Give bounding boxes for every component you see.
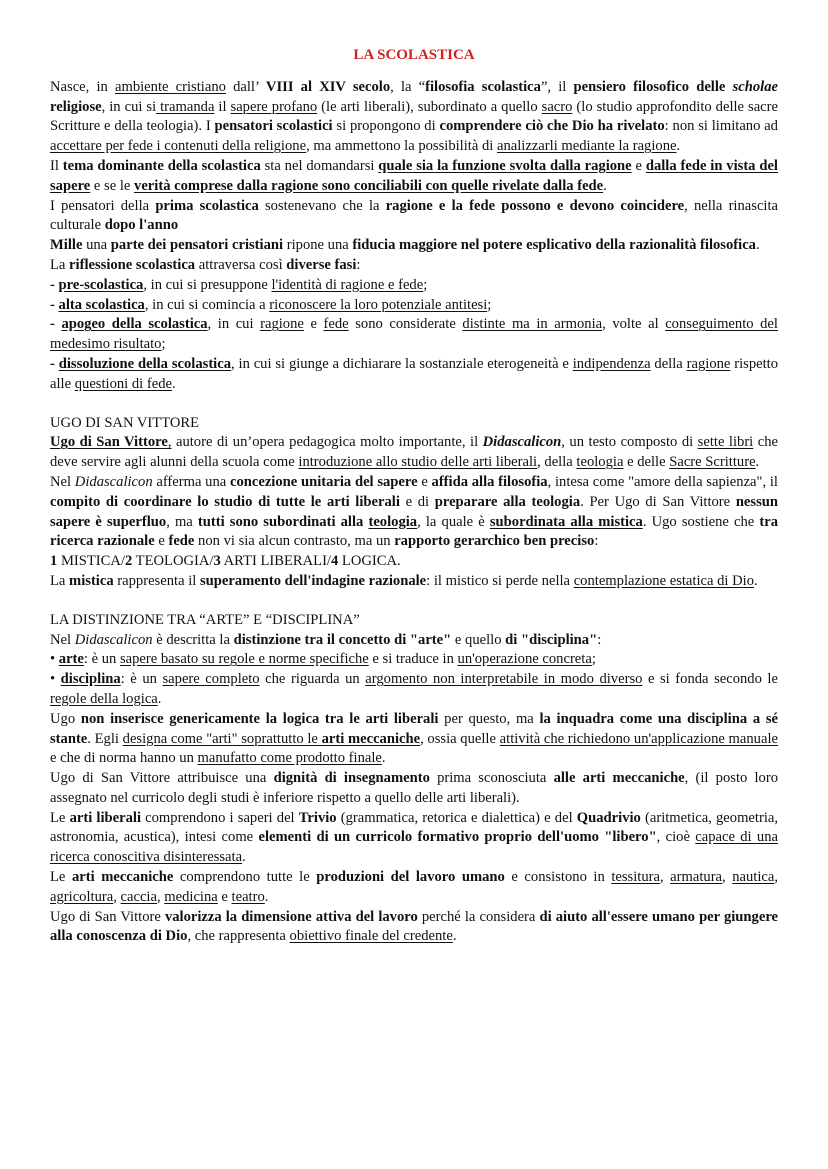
- text-run: :: [356, 256, 361, 273]
- text-run: teatro: [231, 888, 265, 905]
- text-run: che deve servire agli alunni della scuola come: [50, 434, 778, 471]
- text-run: prima scolastica: [155, 197, 259, 214]
- text-run: Ugo di San Vittore: [50, 434, 168, 451]
- text-run: una: [82, 237, 111, 254]
- text-run: dopo l'anno: [104, 217, 179, 234]
- text-run: attraversa così: [195, 256, 287, 273]
- text-run: , la “: [390, 78, 426, 95]
- text-run: , in cui si: [101, 98, 157, 115]
- text-run: attività che richiedono un'applicazione manuale: [499, 730, 778, 747]
- text-run: , in cui: [207, 316, 261, 333]
- paragraph: [50, 157, 778, 197]
- text-run: e consistono in: [504, 869, 612, 886]
- text-run: .: [242, 849, 246, 866]
- paragraph: [50, 631, 778, 651]
- text-run: sono considerate: [348, 316, 463, 333]
- text-run: tutti sono subordinati alla: [197, 513, 369, 530]
- paragraph: [50, 868, 778, 908]
- text-run: , in cui si giunge a dichiarare la sostanziale eterogeneità e: [231, 355, 573, 372]
- text-run: (lo studio approfondito delle sacre Scritture e della teologia). I: [50, 98, 778, 135]
- text-run: ragione: [260, 316, 304, 333]
- text-run: La: [50, 256, 70, 273]
- text-run: argomento non interpretabile in modo diverso: [365, 671, 643, 688]
- text-run: .: [603, 177, 607, 194]
- text-run: tra ricerca razionale: [50, 513, 779, 550]
- text-run: di aiuto all'essere umano per giungere alla conoscenza di Dio: [50, 908, 779, 945]
- text-run: .: [676, 138, 681, 155]
- text-run: produzioni del lavoro umano: [316, 869, 505, 886]
- text-run: caccia: [120, 888, 157, 905]
- text-run: comprendono i saperi del: [141, 809, 299, 826]
- paragraph: [50, 256, 778, 276]
- text-run: ;: [487, 296, 492, 313]
- text-run: rapporto gerarchico ben preciso: [394, 533, 595, 550]
- text-run: ,: [156, 888, 165, 905]
- text-run: dalla fede in vista del sapere: [50, 157, 778, 194]
- text-run: pre-scolastica: [58, 276, 144, 293]
- text-run: .: [452, 928, 457, 945]
- text-run: concezione unitaria del sapere: [229, 473, 418, 490]
- text-run: Trivio: [298, 809, 337, 826]
- text-run: Le: [50, 809, 70, 826]
- text-run: quale sia la funzione svolta dalla ragione: [378, 157, 632, 174]
- text-run: manufatto come prodotto finale: [197, 750, 382, 767]
- text-run: contemplazione estatica di Dio: [573, 572, 755, 589]
- text-run: ARTI LIBERALI/: [220, 553, 331, 570]
- text-run: La: [50, 572, 70, 589]
- text-run: affida alla filosofia: [431, 473, 548, 490]
- text-run: fede: [168, 533, 195, 550]
- text-run: .: [755, 454, 760, 471]
- text-run: e se le: [90, 177, 135, 194]
- text-run: ambiente cristiano: [115, 78, 226, 95]
- paragraph: [50, 809, 778, 868]
- text-run: , ma: [166, 513, 198, 530]
- text-run: Ugo di San Vittore attribuisce una: [50, 770, 274, 787]
- section-heading: UGO DI SAN VITTORE: [50, 414, 200, 431]
- text-run: ragione e la fede possono e devono coincidere: [385, 197, 685, 214]
- text-run: Il: [50, 157, 63, 174]
- text-run: : è un: [83, 651, 120, 668]
- text-run: Le: [50, 869, 72, 886]
- text-run: (aritmetica, geometria, astronomia, acustica), intesi come: [50, 809, 779, 846]
- paragraph: [50, 473, 778, 552]
- text-run: e si traduce in: [368, 651, 458, 668]
- text-run: arti meccaniche: [321, 730, 421, 747]
- text-run: , in cui si comincia a: [144, 296, 270, 313]
- text-run: e di: [399, 493, 435, 510]
- text-run: ,: [659, 869, 671, 886]
- text-run: comprendere ciò che Dio ha rivelato: [439, 118, 665, 135]
- paragraph: [50, 650, 778, 670]
- text-run: .: [264, 888, 269, 905]
- text-run: ”, il: [540, 78, 574, 95]
- text-run: che riguarda un: [259, 671, 366, 688]
- text-run: , (il posto loro assegnato nel curricolo degli studi è inferiore rispetto a quello delle arti liberali).: [50, 770, 778, 806]
- text-run: distinzione tra il concetto di "arte": [233, 631, 452, 648]
- text-run: -: [50, 296, 59, 313]
- text-run: , un testo composto di: [561, 434, 698, 451]
- text-run: pensatori scolastici: [214, 118, 333, 135]
- section-heading: LA DISTINZIONE TRA “ARTE” E “DISCIPLINA”: [50, 611, 360, 628]
- text-run: (le arti liberali), subordinato a quello: [317, 98, 542, 115]
- text-run: della: [650, 355, 687, 372]
- text-run: -: [50, 355, 59, 372]
- text-run: il: [214, 98, 231, 115]
- text-run: ripone una: [283, 237, 353, 254]
- text-run: Mille: [50, 237, 83, 254]
- text-run: preparare alla teologia: [434, 493, 581, 510]
- text-run: sapere basato su regole e norme specifiche: [119, 651, 369, 668]
- text-run: -: [50, 276, 59, 293]
- text-run: e: [154, 533, 169, 550]
- document-body: [50, 78, 778, 947]
- paragraph: [50, 236, 778, 256]
- paragraph: [50, 433, 778, 473]
- text-run: non vi sia alcun contrasto, ma un: [194, 533, 395, 550]
- text-run: . Per Ugo di San Vittore: [580, 493, 736, 510]
- text-run: tessitura: [611, 869, 660, 886]
- paragraph: [50, 670, 778, 710]
- text-run: , volte al: [602, 316, 666, 333]
- text-run: . Egli: [87, 730, 123, 747]
- text-run: . Ugo sostiene che: [642, 513, 760, 530]
- text-run: pensiero filosofico delle: [573, 78, 733, 95]
- text-run: un'operazione concreta: [457, 651, 592, 668]
- text-run: comprendono tutte le: [173, 869, 317, 886]
- text-run: 2: [125, 553, 133, 570]
- text-run: ,: [167, 434, 172, 451]
- text-run: regole della logica: [50, 690, 158, 707]
- text-run: capace di una ricerca conoscitiva disinteressata: [50, 829, 778, 866]
- text-run: .: [381, 750, 386, 767]
- text-run: ,: [774, 869, 779, 886]
- text-run: (grammatica, retorica e dialettica) e del: [336, 809, 577, 826]
- text-run: subordinata alla mistica: [489, 513, 643, 530]
- text-run: disciplina: [60, 671, 121, 688]
- paragraph: [50, 908, 778, 948]
- text-run: autore di un’opera pedagogica molto importante, il: [171, 434, 483, 451]
- text-run: teologia: [368, 513, 418, 530]
- text-run: compito di coordinare lo studio di tutte le arti liberali: [50, 493, 400, 510]
- text-run: , ossia quelle: [420, 730, 500, 747]
- text-run: e che di norma hanno un: [50, 750, 198, 767]
- text-run: verità comprese dalla ragione sono conciliabili con quelle rivelate dalla fede: [134, 177, 604, 194]
- text-run: scholae: [732, 78, 778, 95]
- section: [50, 414, 778, 592]
- text-run: .: [755, 237, 760, 254]
- text-run: fiducia maggiore nel potere esplicativo della razionalità filosofica: [352, 237, 756, 254]
- text-run: afferma una: [152, 473, 230, 490]
- text-run: : non si limitano ad: [664, 118, 778, 135]
- text-run: :: [594, 533, 599, 550]
- text-run: dignità di insegnamento: [273, 770, 430, 787]
- text-run: prima sconosciuta: [429, 770, 554, 787]
- text-run: è descritta la: [152, 631, 234, 648]
- paragraph: [50, 197, 778, 237]
- text-run: -: [50, 316, 62, 333]
- text-run: sette libri: [697, 434, 754, 451]
- text-run: distinte ma in armonia: [462, 316, 603, 333]
- text-run: diverse fasi: [286, 256, 357, 273]
- text-run: l'identità di ragione e fede: [271, 276, 424, 293]
- text-run: ;: [423, 276, 428, 293]
- text-run: 3: [213, 553, 221, 570]
- text-run: per questo, ma: [438, 710, 540, 727]
- text-run: designa come "arti" soprattutto le: [122, 730, 322, 747]
- text-run: , che rappresenta: [187, 928, 290, 945]
- paragraph: [50, 769, 778, 809]
- text-run: Ugo di San Vittore: [50, 908, 165, 925]
- text-run: , nella rinascita culturale: [50, 197, 779, 234]
- paragraph: [50, 552, 778, 572]
- text-run: , la quale è: [417, 513, 490, 530]
- text-run: perché la considera: [417, 908, 540, 925]
- text-run: obiettivo finale del credente: [289, 928, 453, 945]
- text-run: : è un: [120, 671, 163, 688]
- text-run: ;: [161, 336, 166, 353]
- text-run: e delle: [623, 454, 670, 471]
- text-run: nautica: [732, 869, 775, 886]
- text-run: ,: [722, 869, 733, 886]
- text-run: filosofia scolastica: [425, 78, 541, 95]
- text-run: Nasce, in: [50, 78, 115, 95]
- text-run: dall’: [225, 78, 266, 95]
- text-run: I pensatori della: [50, 197, 156, 214]
- text-run: TEOLOGIA/: [132, 553, 214, 570]
- text-run: Sacre Scritture: [669, 454, 756, 471]
- text-run: alle arti meccaniche: [553, 770, 685, 787]
- text-run: indipendenza: [572, 355, 651, 372]
- text-run: e quello: [451, 631, 506, 648]
- text-run: :: [597, 631, 602, 648]
- text-run: sostenevano che la: [258, 197, 386, 214]
- text-run: arte: [58, 651, 84, 668]
- text-run: .: [754, 572, 758, 589]
- text-run: riconoscere la loro potenziale antitesi: [269, 296, 488, 313]
- text-run: conseguimento del medesimo risultato: [50, 316, 778, 353]
- text-run: ragione: [686, 355, 731, 372]
- text-run: ,: [113, 888, 121, 905]
- paragraph: [50, 572, 778, 592]
- text-run: si propongono di: [332, 118, 440, 135]
- text-run: LOGICA.: [338, 553, 401, 570]
- text-run: e: [217, 888, 232, 905]
- paragraph: [50, 296, 778, 316]
- text-run: la inquadra come una disciplina a sé stante: [50, 710, 778, 747]
- text-run: riflessione scolastica: [69, 256, 196, 273]
- paragraph: [50, 276, 778, 296]
- text-run: , intesa come "amore della sapienza", il: [547, 473, 778, 490]
- text-run: medicina: [164, 888, 218, 905]
- text-run: , ma ammettono la possibilità di: [306, 138, 497, 155]
- paragraph: [50, 315, 778, 355]
- text-run: .: [172, 375, 176, 392]
- text-run: e: [303, 316, 324, 333]
- text-run: VIII al XIV secolo: [265, 78, 391, 95]
- text-run: sapere profano: [230, 98, 318, 115]
- text-run: agricoltura: [50, 888, 114, 905]
- text-run: superamento dell'indagine razionale: [199, 572, 427, 589]
- text-run: mistica: [69, 572, 114, 589]
- text-run: tema dominante della scolastica: [62, 157, 261, 174]
- text-run: 1: [50, 553, 58, 570]
- paragraph: [50, 710, 778, 769]
- text-run: dissoluzione della scolastica: [58, 355, 232, 372]
- text-run: .: [157, 690, 162, 707]
- text-run: Didascalicon: [74, 473, 153, 490]
- text-run: sapere completo: [162, 671, 260, 688]
- section: [50, 611, 778, 948]
- text-run: Nel: [50, 473, 75, 490]
- text-run: arti liberali: [69, 809, 141, 826]
- text-run: •: [50, 671, 61, 688]
- text-run: valorizza la dimensione attiva del lavoro: [164, 908, 418, 925]
- text-run: e: [417, 473, 432, 490]
- text-run: ;: [591, 651, 596, 668]
- text-run: rispetto alle: [50, 355, 779, 392]
- text-run: Ugo: [50, 710, 81, 727]
- text-run: e si fonda secondo le: [642, 671, 778, 688]
- text-run: , in cui si presuppone: [143, 276, 272, 293]
- text-run: non inserisce genericamente la logica tra le arti liberali: [80, 710, 439, 727]
- text-run: alta scolastica: [58, 296, 145, 313]
- text-run: nessun sapere è superfluo: [50, 493, 778, 530]
- text-run: accettare per fede i contenuti della religione: [50, 138, 307, 155]
- text-run: armatura: [670, 869, 723, 886]
- text-run: Didascalicon: [482, 434, 562, 451]
- text-run: tramanda: [156, 98, 215, 115]
- text-run: Didascalicon: [74, 631, 153, 648]
- text-run: sta nel domandarsi: [260, 157, 379, 174]
- text-run: Nel: [50, 631, 75, 648]
- text-run: •: [50, 651, 59, 668]
- text-run: analizzarli mediante la ragione: [496, 138, 677, 155]
- text-run: elementi di un curricolo formativo proprio dell'uomo "libero": [258, 829, 657, 846]
- text-run: e: [631, 157, 646, 174]
- text-run: fede: [323, 316, 349, 333]
- text-run: rappresenta il: [113, 572, 200, 589]
- text-run: : il mistico si perde nella: [426, 572, 574, 589]
- paragraph: [50, 355, 778, 395]
- text-run: questioni di fede: [74, 375, 172, 392]
- text-run: parte dei pensatori cristiani: [110, 237, 284, 254]
- paragraph: [50, 78, 778, 157]
- text-run: introduzione allo studio delle arti liberali: [298, 454, 538, 471]
- document-page: [50, 46, 778, 947]
- text-run: 4: [330, 553, 339, 570]
- text-run: sacro: [541, 98, 573, 115]
- text-run: arti meccaniche: [71, 869, 174, 886]
- section: [50, 78, 778, 395]
- text-run: religiose: [50, 98, 102, 115]
- text-run: MISTICA/: [57, 553, 125, 570]
- text-run: , della: [537, 454, 577, 471]
- text-run: apogeo della scolastica: [61, 316, 208, 333]
- text-run: , cioè: [656, 829, 696, 846]
- text-run: Quadrivio: [576, 809, 641, 826]
- text-run: teologia: [576, 454, 624, 471]
- text-run: di "disciplina": [505, 631, 598, 648]
- page-title: LA SCOLASTICA: [353, 47, 475, 63]
